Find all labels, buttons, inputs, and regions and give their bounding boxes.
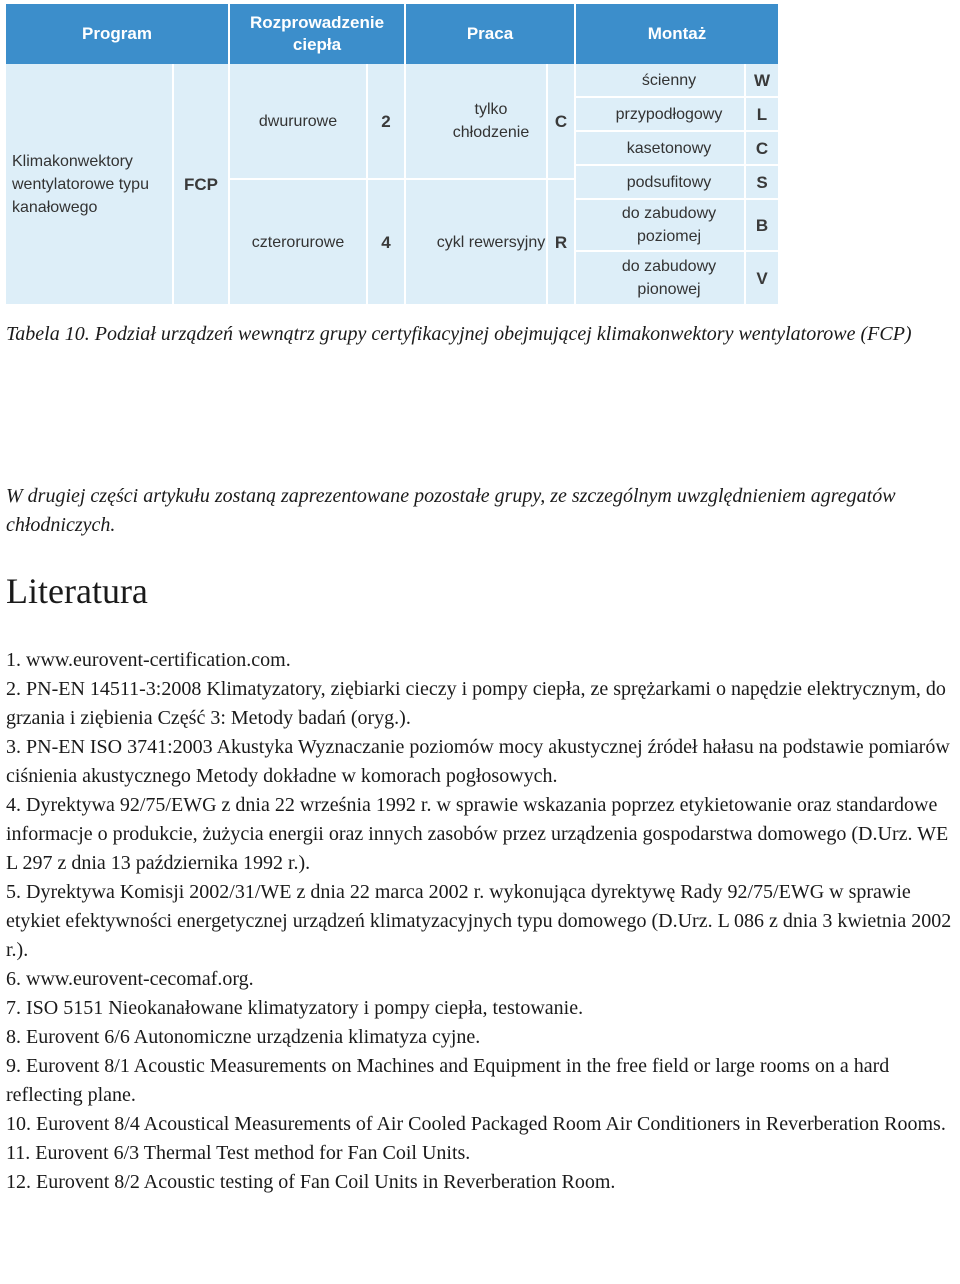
distribution-label: dwururowe	[258, 112, 338, 130]
table-divider	[576, 96, 778, 98]
header-program: Program	[6, 4, 228, 64]
reference-item: 10. Eurovent 8/4 Acoustical Measurements of Air Cooled Packaged Room Air Conditioners in Reverberation Rooms.	[6, 1113, 946, 1135]
header-mounting: Montaż	[576, 4, 778, 64]
mounting-label: do zabudowy poziomej	[621, 205, 717, 245]
table-divider	[576, 130, 778, 132]
mounting-code: L	[756, 104, 768, 124]
distribution-code: 4	[381, 232, 391, 252]
mounting-code: W	[753, 70, 771, 90]
reference-item: 12. Eurovent 8/2 Acoustic testing of Fan Coil Units in Reverberation Room.	[6, 1171, 616, 1193]
section-heading: Literatura	[6, 571, 148, 611]
mounting-code: V	[756, 268, 768, 288]
distribution-code: 2	[381, 111, 391, 131]
work-code: R	[554, 232, 568, 252]
mounting-code: S	[756, 172, 768, 192]
table-divider	[576, 250, 778, 252]
table-divider	[228, 4, 230, 304]
classification-table	[6, 4, 778, 304]
reference-item: 6. www.eurovent-cecomaf.org.	[6, 968, 254, 990]
article-note: W drugiej części artykułu zostaną zaprezentowane pozostałe grupy, ze szczególnym uwzględnieniem agregatów chłodniczych.	[6, 485, 896, 536]
table-caption: Tabela 10. Podział urządzeń wewnątrz grupy certyfikacyjnej obejmującej klimakonwektory wentylatorowe (FCP)	[6, 323, 912, 345]
reference-item: 2. PN-EN 14511-3:2008 Klimatyzatory, ziębiarki cieczy i pompy ciepła, ze sprężarkami o napędzie elektrycznym, do grzania i ziębienia Część 3: Metody badań (oryg.).	[6, 678, 946, 729]
work-code: C	[554, 111, 568, 131]
reference-item: 5. Dyrektywa Komisji 2002/31/WE z dnia 22 marca 2002 r. wykonująca dyrektywę Rady 92/75/EWG w sprawie etykiet efektywności energetycznej urządzeń klimatyzacyjnych typu domowego (D.Urz. L 086 z dnia 3 kwietnia 2002 r.).	[6, 881, 952, 961]
table-divider	[230, 178, 576, 180]
table-divider	[576, 198, 778, 200]
mounting-code: C	[755, 138, 769, 158]
mounting-label: ścienny	[641, 71, 697, 89]
reference-item: 11. Eurovent 6/3 Thermal Test method for Fan Coil Units.	[6, 1142, 471, 1164]
mounting-label: podsufitowy	[626, 173, 712, 191]
table-divider	[744, 64, 746, 304]
mounting-code: B	[755, 215, 769, 235]
work-label: tylko chłodzenie	[452, 101, 530, 141]
reference-item: 4. Dyrektywa 92/75/EWG z dnia 22 września 1992 r. w sprawie wskazania poprzez etykietowanie oraz standardowe informacje o produkcie, żużycia energii oraz innych zasobów przez urządzenia gospodarstwa domowego (D.Urz. WE L 297 z dnia 13 października 1992 r.).	[6, 794, 949, 874]
table-divider	[366, 64, 368, 304]
mounting-label: do zabudowy pionowej	[621, 258, 717, 298]
table-divider	[172, 64, 174, 304]
reference-list	[6, 646, 958, 1197]
reference-item: 8. Eurovent 6/6 Autonomiczne urządzenia klimatyza cyjne.	[6, 1026, 481, 1048]
reference-item: 9. Eurovent 8/1 Acoustic Measurements on Machines and Equipment in the free field or large rooms on a hard reflecting plane.	[6, 1055, 890, 1106]
reference-item: 3. PN-EN ISO 3741:2003 Akustyka Wyznaczanie poziomów mocy akustycznej źródeł hałasu na podstawie pomiarów ciśnienia akustycznego Metody dokładne w komorach pogłosowych.	[6, 736, 950, 787]
distribution-label: czterorurowe	[251, 233, 345, 251]
header-work: Praca	[406, 4, 574, 64]
reference-item: 7. ISO 5151 Nieokanałowane klimatyzatory i pompy ciepła, testowanie.	[6, 997, 584, 1019]
program-name: Klimakonwektory wentylatorowe typu kanałowego	[12, 152, 149, 216]
table-divider	[404, 4, 406, 304]
mounting-label: kasetonowy	[626, 139, 712, 157]
table-divider	[546, 64, 548, 304]
header-distribution: Rozprowadzenie ciepła	[230, 4, 404, 64]
work-label: cykl rewersyjny	[436, 233, 546, 251]
program-code: FCP	[184, 174, 218, 194]
table-divider	[574, 4, 576, 304]
mounting-label: przypodłogowy	[615, 105, 723, 123]
table-divider	[576, 164, 778, 166]
reference-item: 1. www.eurovent-certification.com.	[6, 649, 291, 671]
